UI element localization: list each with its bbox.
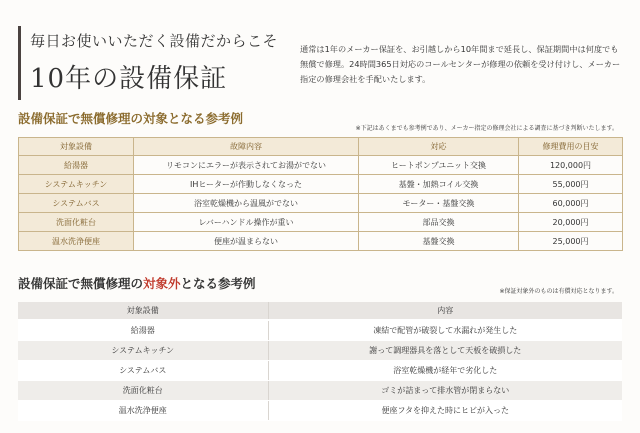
title-accent-bar: [18, 26, 21, 100]
content-cell: 凍結で配管が破裂して水漏れが発生した: [268, 320, 622, 341]
action-cell: 部品交換: [359, 213, 519, 232]
content-cell: 浴室乾燥機が経年で劣化した: [268, 361, 622, 381]
action-cell: モーター・基盤交換: [359, 194, 519, 213]
fault-cell: IHヒーターが作動しなくなった: [134, 175, 359, 194]
excluded-note: ※保証対象外のものは有償対応となります。: [499, 288, 618, 295]
content-cell: 謝って調理器具を落として天板を破損した: [268, 341, 622, 361]
col-header-content: 内容: [268, 302, 622, 320]
equipment-cell: 給湯器: [19, 156, 134, 175]
col-header-equipment: 対象設備: [19, 138, 134, 156]
equipment-cell: システムバス: [19, 194, 134, 213]
equipment-cell: 温水洗浄便座: [19, 232, 134, 251]
col-header-equipment: 対象設備: [18, 302, 268, 320]
table-header-row: [18, 302, 622, 320]
table-row: [19, 175, 623, 194]
table-row: [19, 213, 623, 232]
action-cell: 基盤・加熱コイル交換: [359, 175, 519, 194]
content-cell: 便座フタを抑えた時にヒビが入った: [268, 401, 622, 421]
covered-section-title: 設備保証で無償修理の対象となる参考例: [18, 111, 244, 126]
table-row: [19, 194, 623, 213]
table-header-row: [19, 138, 623, 156]
action-cell: 基盤交換: [359, 232, 519, 251]
table-row: [18, 361, 622, 381]
cost-cell: 60,000円: [519, 194, 623, 213]
excluded-title-suffix: となる参考例: [180, 276, 256, 291]
page-title: 10年の設備保証: [30, 64, 228, 94]
warranty-description: 通常は1年のメーカー保証を、お引越しから10年間まで延長し、保証期間中は何度でも無償で修理。24時間365日対応のコールセンターが修理の依頼を受け付けし、メーカー指定の修理会社を手配いたします。: [300, 44, 621, 84]
table-row: [18, 341, 622, 361]
equipment-cell: システムバス: [18, 361, 268, 381]
col-header-fault: 故障内容: [134, 138, 359, 156]
cost-cell: 20,000円: [519, 213, 623, 232]
fault-cell: レバーハンドル操作が重い: [134, 213, 359, 232]
cost-cell: 120,000円: [519, 156, 623, 175]
covered-note: ※下記はあくまでも参考例であり、メーカー指定の修理会社による調査に基づき判断いたします。: [355, 125, 618, 132]
fault-cell: 浴室乾燥機から温風がでない: [134, 194, 359, 213]
excluded-table: [18, 302, 622, 421]
cost-cell: 55,000円: [519, 175, 623, 194]
table-row: [19, 156, 623, 175]
action-cell: ヒートポンプユニット交換: [359, 156, 519, 175]
excluded-title-accent: 対象外: [143, 276, 181, 291]
fault-cell: リモコンにエラーが表示されてお湯がでない: [134, 156, 359, 175]
content-cell: ゴミが詰まって排水管が閉まらない: [268, 381, 622, 401]
equipment-cell: 洗面化粧台: [18, 381, 268, 401]
covered-table: [18, 137, 623, 251]
table-row: [18, 401, 622, 421]
excluded-section-title: [18, 274, 256, 292]
equipment-cell: 温水洗浄便座: [18, 401, 268, 421]
equipment-cell: システムキッチン: [19, 175, 134, 194]
table-row: [19, 232, 623, 251]
page-subtitle: 毎日お使いいただく設備だからこそ: [30, 32, 279, 50]
fault-cell: 便座が温まらない: [134, 232, 359, 251]
table-row: [18, 381, 622, 401]
table-row: [18, 320, 622, 341]
equipment-cell: 給湯器: [18, 320, 268, 341]
excluded-title-prefix: 設備保証で無償修理の: [18, 276, 144, 291]
cost-cell: 25,000円: [519, 232, 623, 251]
col-header-cost: 修理費用の目安: [519, 138, 623, 156]
equipment-cell: 洗面化粧台: [19, 213, 134, 232]
equipment-cell: システムキッチン: [18, 341, 268, 361]
col-header-action: 対応: [359, 138, 519, 156]
